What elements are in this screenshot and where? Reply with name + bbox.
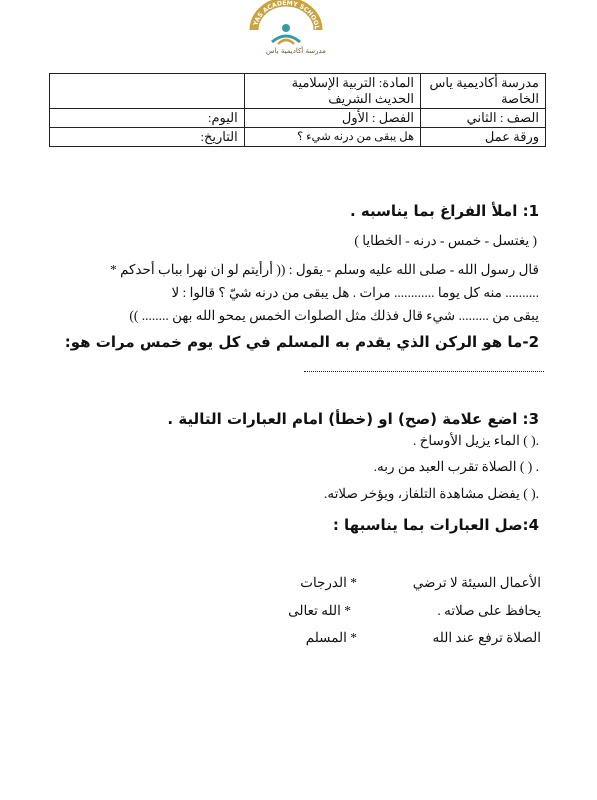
grade-cell: الصف : الثاني: [421, 109, 546, 128]
blank-cell: [50, 74, 245, 109]
q4-right-item[interactable]: * المسلم: [305, 630, 357, 645]
day-cell: اليوم:: [50, 109, 245, 128]
q3-item-text: يفضل مشاهدة التلفاز، ويؤخر صلاته.: [324, 486, 520, 501]
school-name-line2: الخاصة: [501, 91, 539, 106]
subject-line1: المادة: التربية الإسلامية: [291, 75, 415, 90]
q3-item: [374, 459, 539, 475]
lesson-cell: هل يبقى من درنه شيء ؟: [244, 128, 420, 147]
q3-item-bracket[interactable]: . ( ): [519, 459, 539, 474]
q3-item-text: الصلاة تقرب العبد من ربه.: [373, 459, 517, 474]
q2-answer-line[interactable]: [304, 370, 544, 372]
term-cell: الفصل : الأول: [244, 109, 420, 128]
q3-item: [413, 433, 539, 449]
q1-line1: قال رسول الله - صلى الله عليه وسلم - يقول : (( أرأيتم لو ان نهرا بباب أحدكم *: [109, 262, 539, 277]
date-cell: التاريخ:: [50, 128, 245, 147]
q2-title: 2-ما هو الركن الذي يقدم به المسلم في كل يوم خمس مرات هو:: [64, 333, 539, 351]
subject-line2: الحديث الشريف: [328, 91, 415, 106]
q3-item-bracket[interactable]: .( ): [523, 486, 539, 501]
q1-title: 1: املأ الفراغ بما يناسبه .: [349, 202, 539, 220]
q4-right-item[interactable]: * الدرجات: [300, 575, 357, 590]
logo-caption: مدرسة أكاديمية ياس: [266, 47, 326, 55]
school-name-cell: [421, 74, 546, 109]
q4-left-item[interactable]: الأعمال السيئة لا ترضي: [412, 575, 541, 590]
q1-word-bank: ( يغتسل - خمس - درنه - الخطايا ): [354, 233, 537, 248]
subject-cell: [244, 74, 420, 109]
q4-title: 4:صل العبارات بما يناسبها :: [332, 516, 539, 534]
q4-left-item[interactable]: يحافظ على صلاته .: [437, 603, 541, 618]
header-table: [49, 73, 546, 147]
q3-item-text: الماء يزيل الأوساخ .: [412, 433, 520, 448]
q1-line3: يبقى من ......... شيء قال فذلك مثل الصلوات الخمس يمحو الله بهن ........ )): [129, 308, 539, 323]
q3-title: 3: اضع علامة (صح) او (خطأ) امام العبارات التالية .: [167, 410, 539, 428]
worksheet-cell: ورقة عمل: [421, 128, 546, 147]
q4-right-item[interactable]: * الله تعالى: [288, 603, 351, 618]
q1-line2: .......... منه كل يوما ............ مرات . هل يبقى من درنه شيّ ؟ قالوا : لا: [171, 285, 539, 300]
q3-item-bracket[interactable]: .( ): [523, 433, 539, 448]
logo-ring-text: YAS ACADEMY SCHOOL: [252, 0, 321, 30]
school-name-line1: مدرسة أكاديمية ياس: [429, 75, 539, 90]
q4-left-item[interactable]: الصلاة ترفع عند الله: [432, 630, 541, 645]
q3-item: [324, 486, 539, 502]
